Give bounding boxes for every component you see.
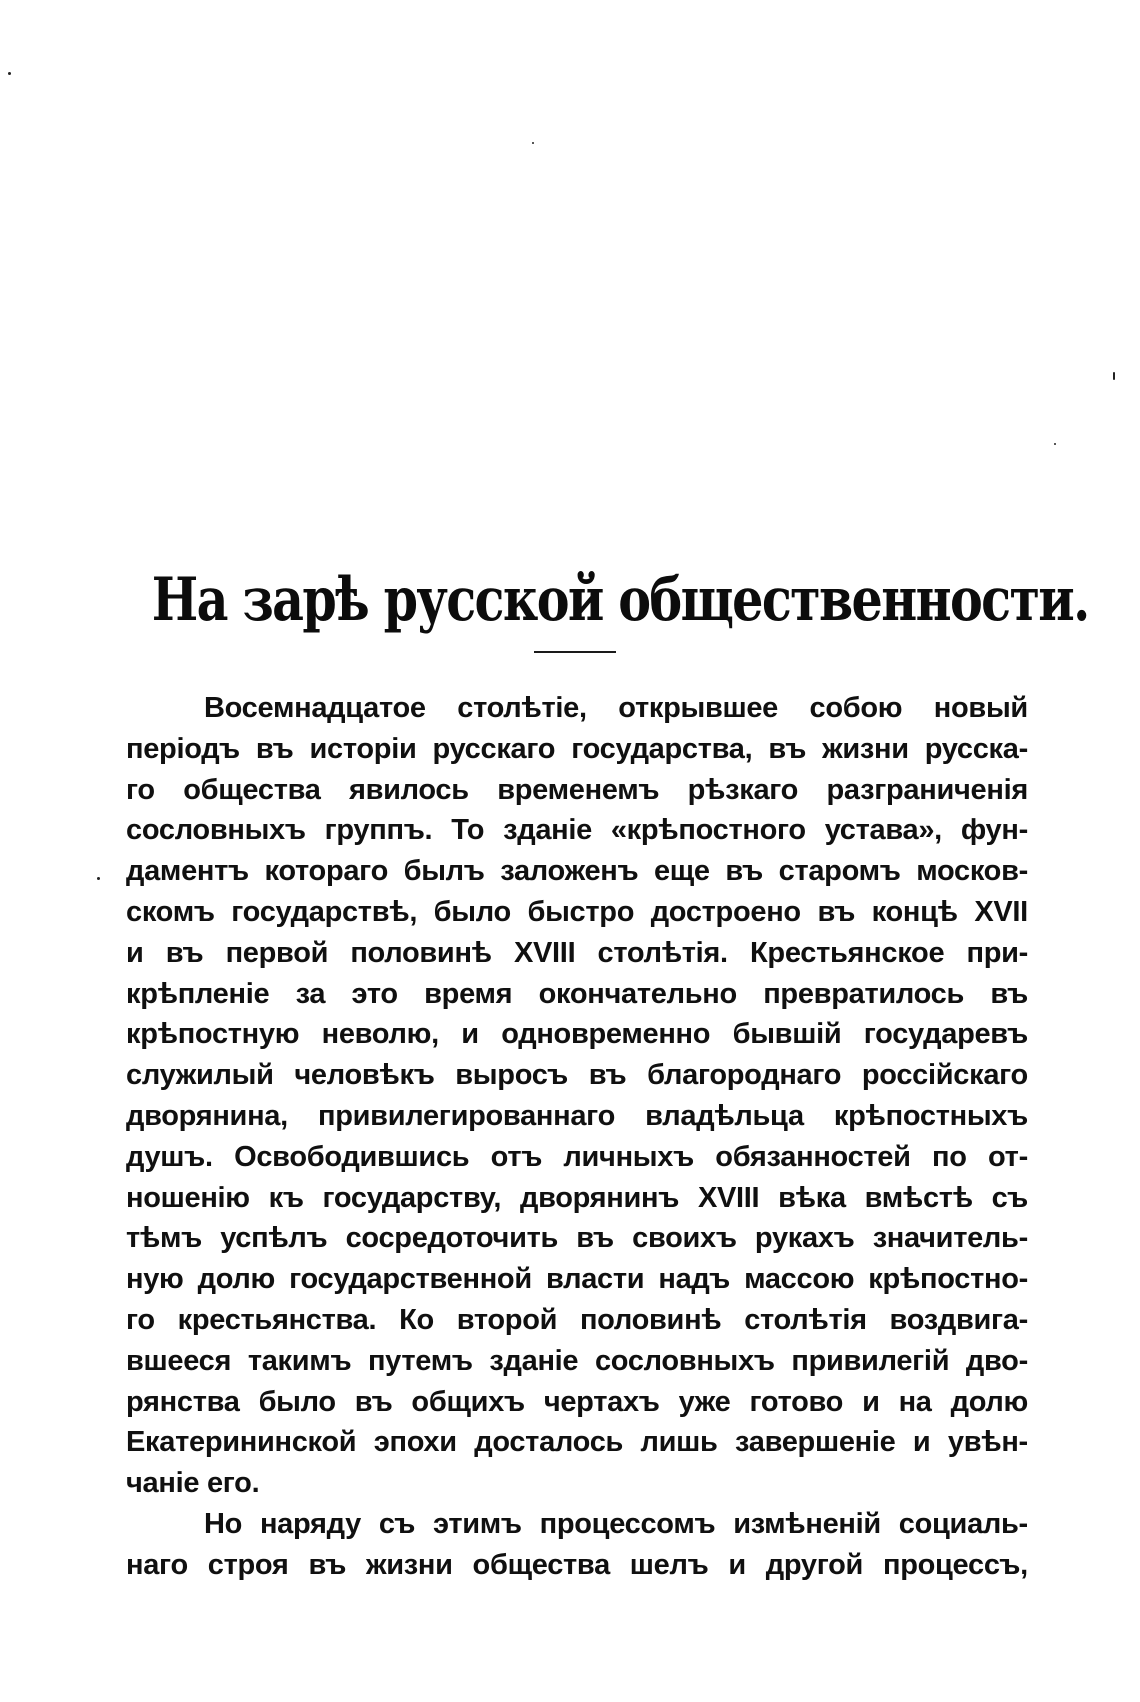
text-line: даментъ котораго былъ заложенъ еще въ старомъ москов-	[126, 855, 1028, 888]
scan-speck	[97, 877, 100, 880]
text-line: дворянина, привилегированнаго владѣльца крѣпостныхъ	[126, 1099, 1028, 1132]
text-line: душъ. Освободившись отъ личныхъ обязанностей по от-	[126, 1140, 1028, 1173]
text-line: Екатерининской эпохи досталось лишь завершеніе и увѣн-	[126, 1426, 1028, 1459]
title-divider	[534, 651, 616, 653]
text-line: чаніе его.	[126, 1467, 260, 1500]
text-line: наго строя въ жизни общества шелъ и другой процессъ,	[126, 1548, 1028, 1581]
text-line: го общества явилось временемъ рѣзкаго разграниченія	[126, 773, 1028, 806]
text-line: періодъ въ исторіи русскаго государства, въ жизни русска-	[126, 732, 1028, 765]
text-line: крѣпленіе за это время окончательно превратилось въ	[126, 977, 1028, 1010]
scan-speck	[1054, 443, 1056, 445]
text-line: ношенію къ государству, дворянинъ XVIII вѣка вмѣстѣ съ	[126, 1181, 1028, 1214]
text-line: крѣпостную неволю, и одновременно бывшій государевъ	[126, 1018, 1028, 1051]
text-line: вшееся такимъ путемъ зданіе сословныхъ привилегій дво-	[126, 1344, 1028, 1377]
scan-speck	[8, 72, 11, 75]
text-line: ную долю государственной власти надъ массою крѣпостно-	[126, 1263, 1028, 1296]
text-line: и въ первой половинѣ XVIII столѣтія. Крестьянское при-	[126, 936, 1028, 969]
text-line: Но наряду съ этимъ процессомъ измѣненій социаль-	[204, 1507, 1028, 1540]
text-line: сословныхъ группъ. То зданіе «крѣпостного устава», фун-	[126, 814, 1028, 847]
chapter-title: На зарѣ русской общественности.	[151, 565, 1089, 636]
text-line: тѣмъ успѣлъ сосредоточить въ своихъ рукахъ значитель-	[126, 1222, 1028, 1255]
text-line: Восемнадцатое столѣтіе, открывшее собою новый	[204, 692, 1028, 724]
body-text	[126, 688, 1028, 1586]
text-line: служилый человѣкъ выросъ въ благороднаго россійскаго	[126, 1059, 1028, 1092]
text-line: рянства было въ общихъ чертахъ уже готово и на долю	[126, 1385, 1028, 1418]
scan-speck	[1113, 372, 1115, 380]
text-line: скомъ государствѣ, было быстро достроено въ концѣ XVII	[126, 895, 1028, 928]
scan-speck	[532, 142, 534, 144]
text-line: го крестьянства. Ко второй половинѣ столѣтія воздвига-	[126, 1303, 1028, 1336]
